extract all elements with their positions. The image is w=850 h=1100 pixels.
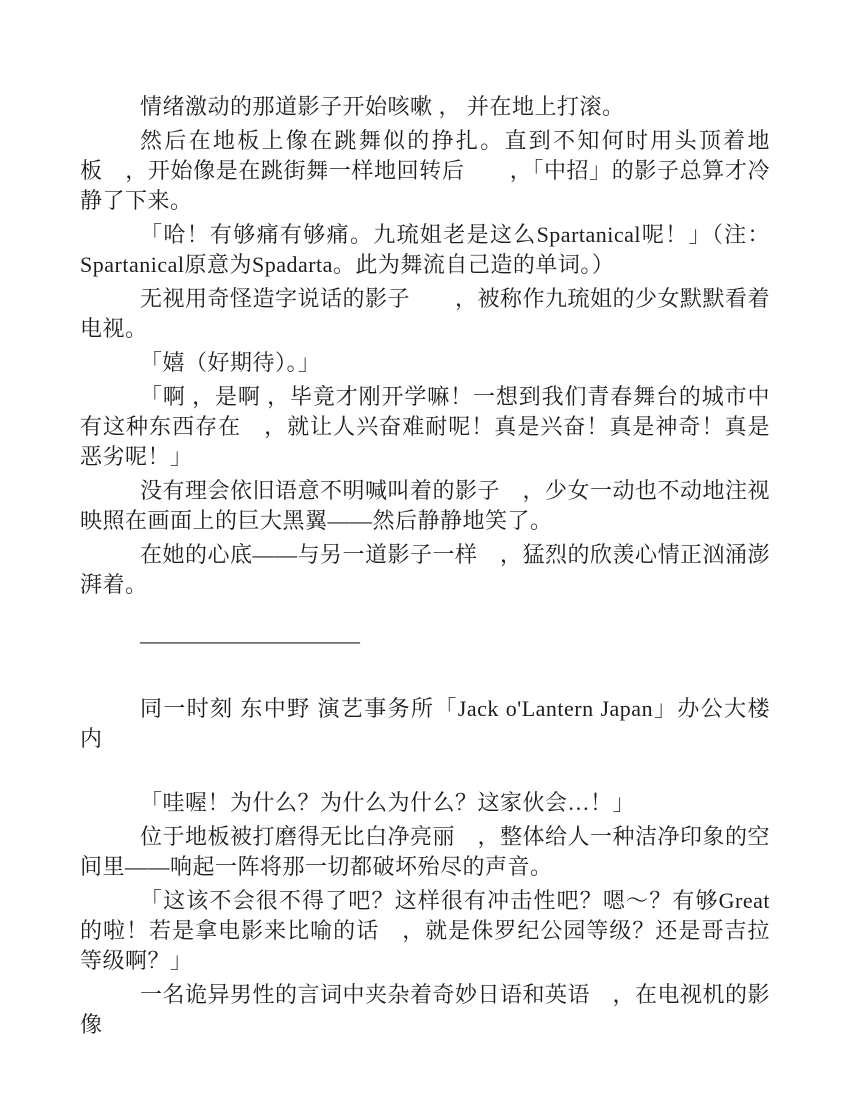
paragraph: 没有理会依旧语意不明喊叫着的影子 ，少女一动也不动地注视映照在画面上的巨大黑翼——然后静静地笑了。 <box>80 478 771 533</box>
paragraph: 「啊 ，是啊 ，毕竟才刚开学嘛！一想到我们青春舞台的城市中有这种东西存在 ，就让人兴奋难耐呢！真是兴奋！真是神奇！真是恶劣呢！」 <box>80 384 770 469</box>
paragraph: 一名诡异男性的言词中夹杂着奇妙日语和英语 ，在电视机的影像 <box>80 982 771 1037</box>
paragraph: 「嬉（好期待）。」 <box>140 350 321 375</box>
paragraph: 「这该不会很不得了吧？这样很有冲击性吧？嗯～？有够Great的啦！若是拿电影来比喻的话 ，就是侏罗纪公园等级？还是哥吉拉等级啊？」 <box>80 888 770 973</box>
section-divider: —————————— <box>140 628 360 653</box>
paragraph: 「哇喔！为什么？为什么为什么？这家伙会…！」 <box>140 790 636 815</box>
paragraph: 然后在地板上像在跳舞似的挣扎。直到不知何时用头顶着地板 ，开始像是在跳街舞一样地回转后 ，「中招」的影子总算才冷静了下来。 <box>80 128 770 213</box>
paragraph: 在她的心底——与另一道影子一样 ，猛烈的欣羡心情正汹涌澎湃着。 <box>80 542 771 597</box>
paragraph: 位于地板被打磨得无比白净亮丽 ，整体给人一种洁净印象的空间里——响起一阵将那一切都破坏殆尽的声音。 <box>80 824 771 879</box>
scene-heading: 同一时刻 东中野 演艺事务所「Jack o'Lantern Japan」办公大楼内 <box>80 696 770 751</box>
paragraph: 情绪激动的那道影子开始咳嗽 ， 并在地上打滚。 <box>140 94 625 119</box>
paragraph: 「哈！有够痛有够痛。九琉姐老是这么Spartanical呢！」（注：Spartanical原意为Spadarta。此为舞流自己造的单词。） <box>80 222 770 277</box>
paragraph: 无视用奇怪造字说话的影子 ，被称作九琉姐的少女默默看着电视。 <box>80 286 771 341</box>
